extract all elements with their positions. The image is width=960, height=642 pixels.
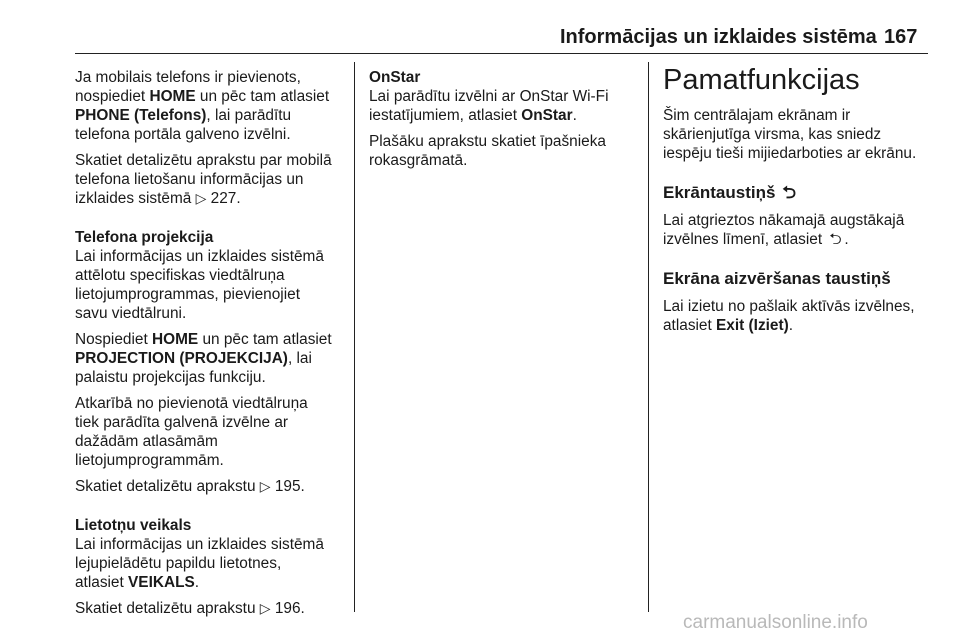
page-reference-arrow-icon: ▷ (259, 478, 271, 494)
page-number: 167 (884, 26, 918, 48)
paragraph-phone-home: Ja mobilais telefons ir pievienots, nospiediet HOME un pēc tam atlasiet PHONE (Telefons), lai parādītu telefona portāla galveno izvēlni. (75, 69, 330, 143)
page-reference-arrow-icon: ▷ (259, 600, 271, 616)
paragraph-app-store-details: Skatiet detalizētu aprakstu ▷ 196. (75, 600, 305, 617)
back-arrow-icon: ⮌ (829, 231, 842, 248)
column-3 (663, 64, 931, 342)
paragraph-projection-menu: Atkarībā no pievienotā viedtālruņa tiek parādīta galvenā izvēlne ar dažādām atlasāmām lietojumprogrammām. (75, 395, 308, 469)
heading-phone-projection: Telefona projekcija (75, 229, 214, 246)
paragraph-app-store: Lai informācijas un izklaides sistēmā lejupielādētu papildu lietotnes, atlasiet VEIKALS. (75, 536, 324, 591)
heading-close-button: Ekrāna aizvēršanas taustiņš (663, 269, 891, 288)
column-1 (75, 68, 347, 625)
watermark: carmanualsonline.info (683, 612, 868, 633)
paragraph-onstar: Lai parādītu izvēlni ar OnStar Wi-Fi iestatījumiem, atlasiet OnStar. (369, 88, 609, 124)
paragraph-onstar-manual: Plašāku aprakstu skatiet īpašnieka rokasgrāmatā. (369, 133, 606, 169)
paragraph-close-button: Lai izietu no pašlaik aktīvās izvēlnes, atlasiet Exit (Iziet). (663, 298, 915, 334)
page-reference-arrow-icon: ▷ (195, 190, 207, 206)
paragraph-projection-details: Skatiet detalizētu aprakstu ▷ 195. (75, 478, 305, 495)
header-rule (75, 53, 928, 54)
heading-back-button: Ekrāntaustiņš ⮌ (663, 183, 931, 203)
paragraph-back-button: Lai atgrieztos nākamajā augstākajā izvēlnes līmenī, atlasiet ⮌ . (663, 212, 905, 248)
column-2 (369, 68, 651, 177)
paragraph-phone-details: Skatiet detalizētu aprakstu par mobilā telefona lietošanu informācijas un izklaides sistēmā ▷ 227. (75, 152, 332, 207)
paragraph-touchscreen-intro: Šim centrālajam ekrānam ir skārienjutīga virsma, kas sniedz iespēju tieši mijiedarboties ar ekrānu. (663, 107, 917, 162)
column-divider-1 (354, 62, 355, 612)
heading-app-store: Lietotņu veikals (75, 517, 192, 534)
back-arrow-icon: ⮌ (782, 183, 796, 202)
paragraph-projection-home: Nospiediet HOME un pēc tam atlasiet PROJECTION (PROJEKCIJA), lai palaistu projekcijas funkciju. (75, 331, 332, 386)
section-title: Pamatfunkcijas (663, 64, 860, 96)
heading-onstar: OnStar (369, 69, 421, 86)
paragraph-projection-intro: Lai informācijas un izklaides sistēmā attēlotu specifiskas viedtālruņa lietojumprogrammas, pievienojiet savu viedtālruni. (75, 248, 324, 322)
page-header-title: Informācijas un izklaides sistēma (560, 26, 877, 48)
